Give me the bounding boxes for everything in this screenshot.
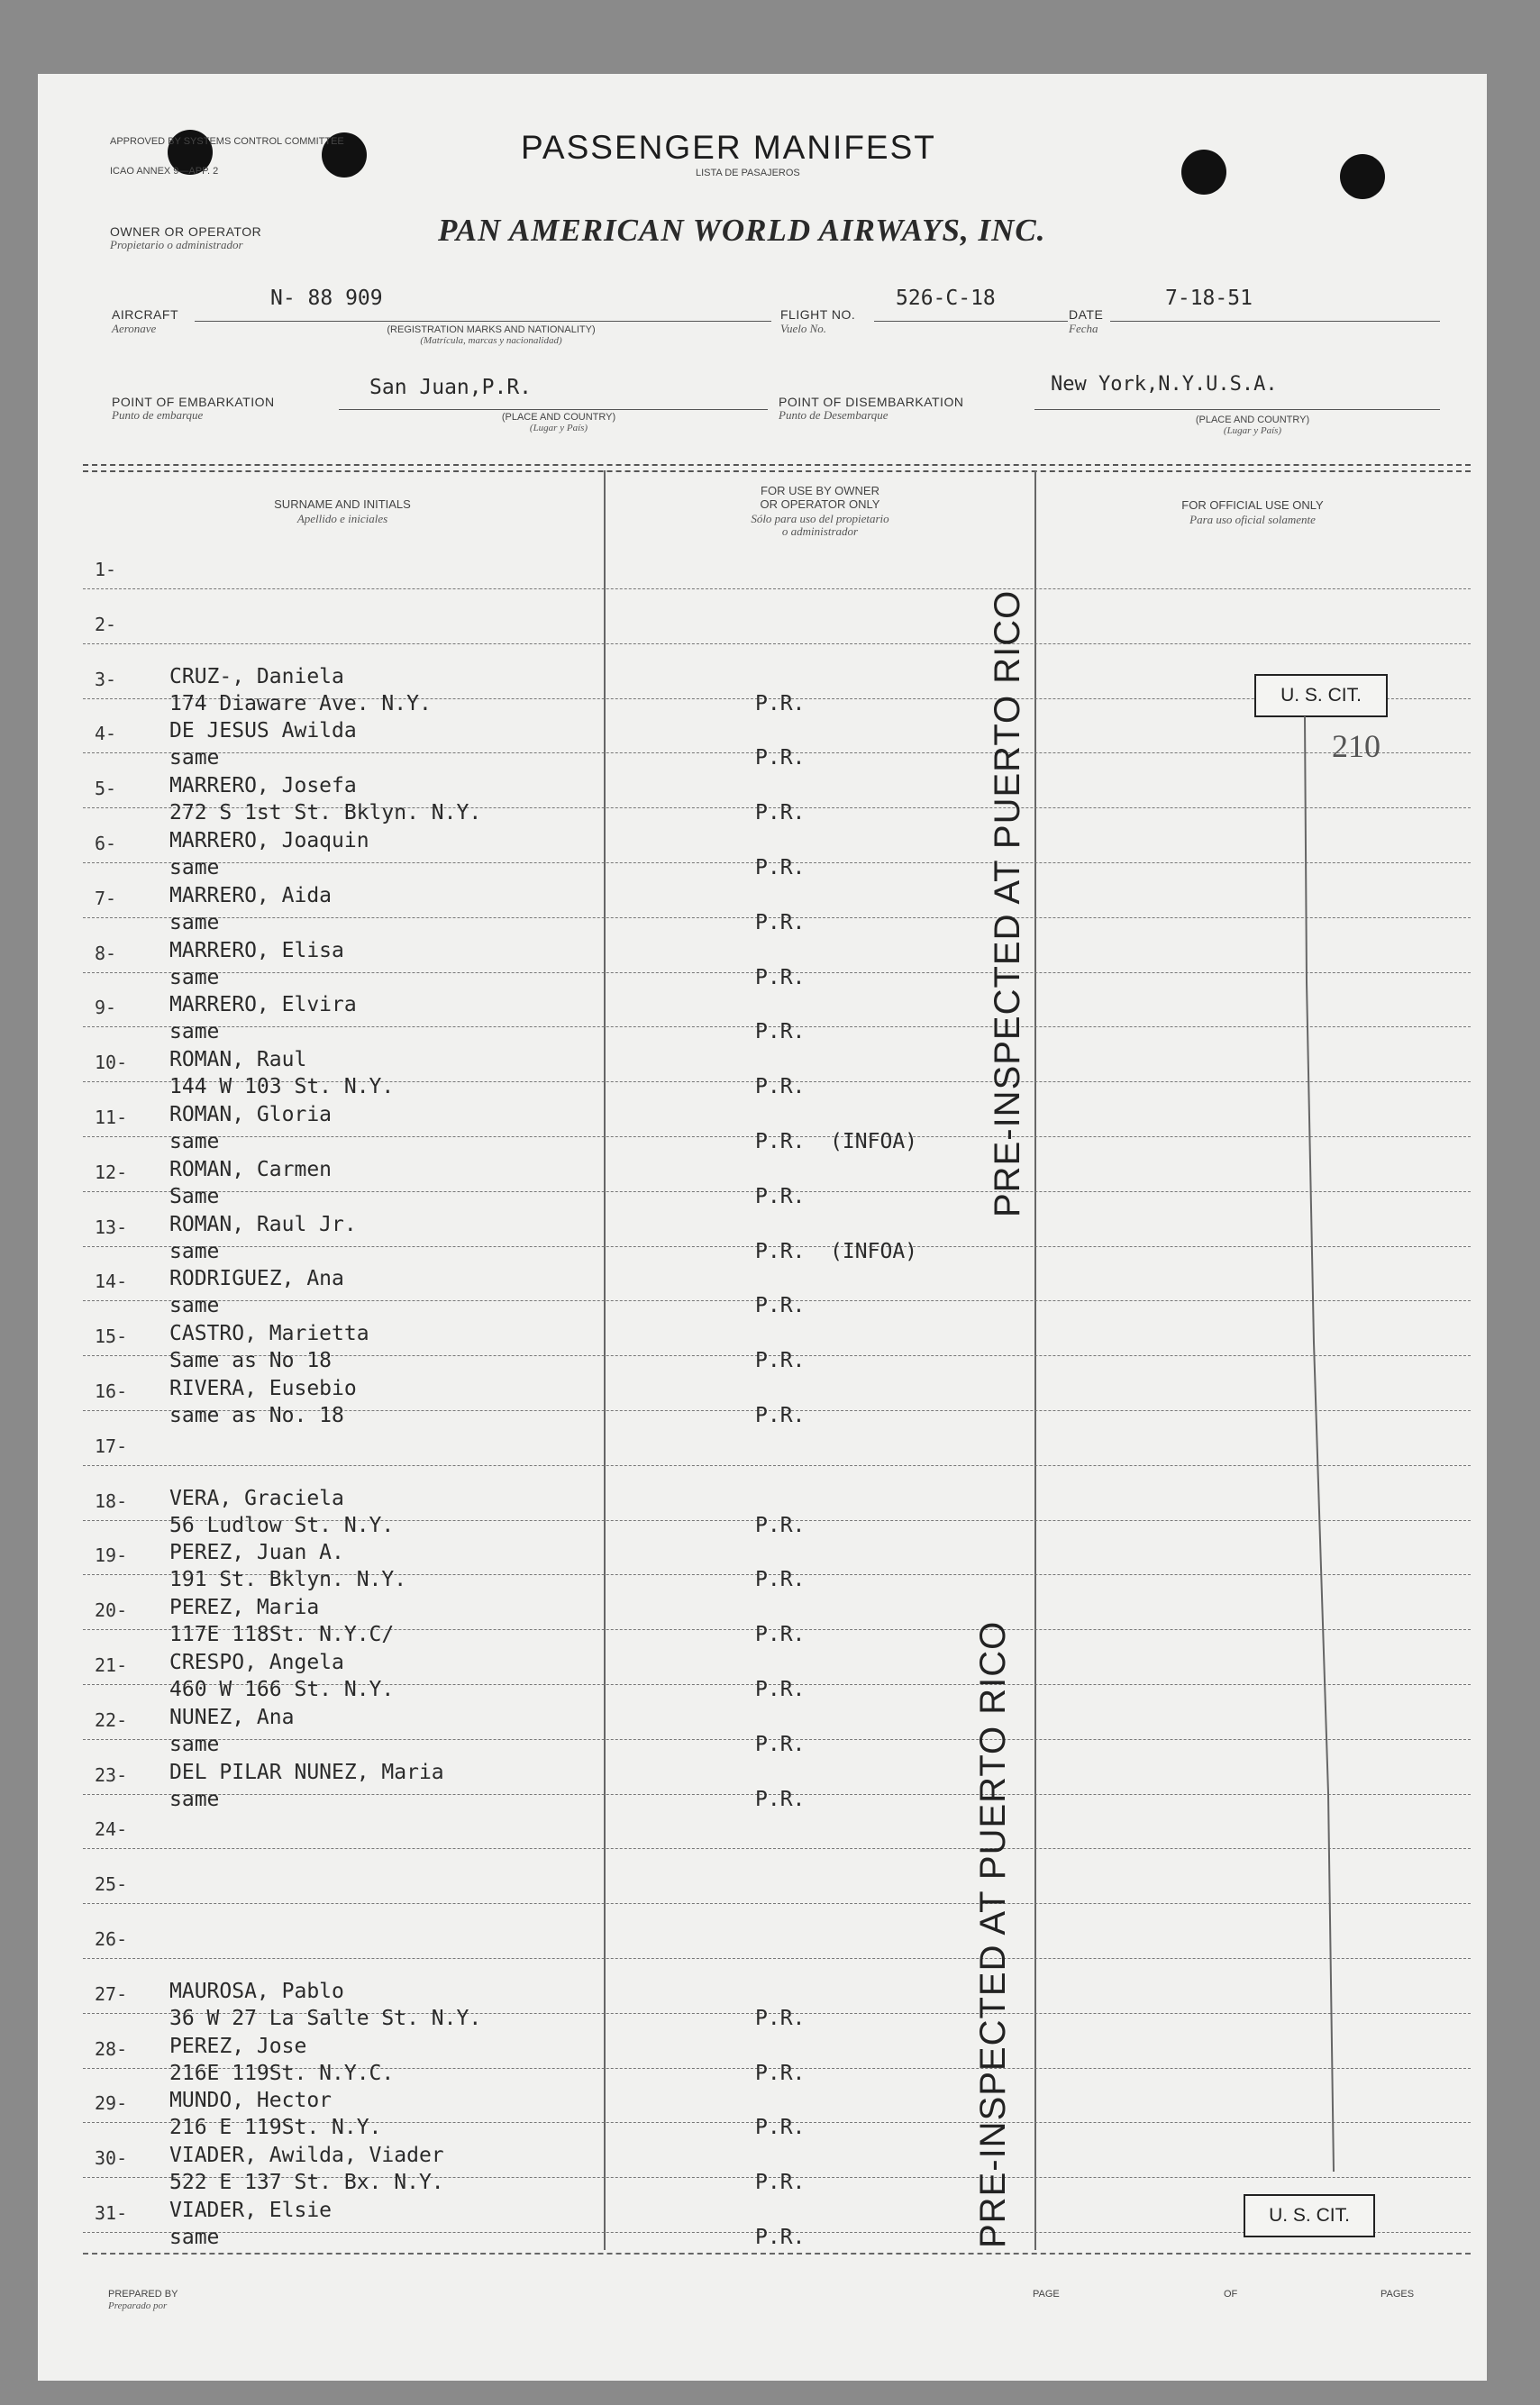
passenger-address: same (169, 1732, 220, 1756)
passenger-name: MARRERO, Josefa (169, 774, 357, 798)
operator-code: P.R. (755, 1020, 806, 1044)
row-number: 20- (95, 1599, 128, 1622)
row-number: 9- (95, 997, 117, 1019)
passenger-name: MAUROSA, Pablo (169, 1979, 344, 2003)
column-divider (1034, 470, 1036, 2250)
row-number: 15- (95, 1325, 128, 1348)
col-official-header: FOR OFFICIAL USE ONLY (1181, 498, 1324, 512)
passenger-name: ROMAN, Raul Jr. (169, 1212, 357, 1236)
row-number: 2- (95, 613, 117, 635)
row-number: 1- (95, 559, 117, 580)
passenger-address: 56 Ludlow St. N.Y. (169, 1513, 395, 1537)
operator-code: P.R. (755, 1732, 806, 1756)
passenger-name: MUNDO, Hector (169, 2089, 333, 2113)
passenger-address: 216 E 119St. N.Y. (169, 2116, 382, 2140)
approval-line-2: ICAO ANNEX 9—APP. 2 (110, 166, 219, 177)
passenger-address: 216E 119St. N.Y.C. (169, 2061, 395, 2085)
operator-code: P.R. (755, 910, 806, 934)
handwritten-count: 210 (1332, 728, 1381, 764)
pages-label: PAGES (1381, 2289, 1415, 2300)
row-number: 7- (95, 887, 117, 909)
operator-code: P.R. (755, 2171, 806, 2195)
passenger-name: DEL PILAR NUNEZ, Maria (169, 1760, 444, 1784)
col-surname-header: SURNAME AND INITIALS (274, 497, 411, 511)
passenger-address: same (169, 910, 220, 934)
flight-label-es: Vuelo No. (780, 322, 827, 335)
passenger-name: NUNEZ, Ana (169, 1705, 295, 1729)
operator-code: P.R. (755, 801, 806, 825)
row-number: 29- (95, 2092, 128, 2115)
passenger-name: RODRIGUEZ, Ana (169, 1267, 344, 1291)
passenger-name: MARRERO, Joaquin (169, 829, 369, 852)
passenger-address: 191 St. Bklyn. N.Y. (169, 1568, 407, 1592)
operator-code: P.R. (755, 2061, 806, 2085)
passenger-name: PEREZ, Maria (169, 1596, 320, 1620)
approval-line-1: APPROVED BY SYSTEMS CONTROL COMMITTEE (110, 136, 344, 147)
operator-code: P.R. (755, 1404, 806, 1427)
punch-hole (1340, 154, 1385, 199)
date-label: DATE (1069, 307, 1104, 322)
flight-label: FLIGHT NO. (780, 307, 856, 322)
operator-code: P.R. (INFOA) (755, 1239, 918, 1263)
passenger-name: RIVERA, Eusebio (169, 1377, 357, 1400)
operator-code: P.R. (755, 1184, 806, 1208)
disembark-sublabel: (PLACE AND COUNTRY) (1195, 414, 1310, 425)
passenger-name: MARRERO, Aida (169, 883, 333, 907)
row-number: 22- (95, 1708, 128, 1731)
passenger-name: CRESPO, Angela (169, 1651, 344, 1674)
bracket-line (1298, 712, 1361, 2190)
row-number: 17- (95, 1435, 128, 1457)
row-number: 3- (95, 668, 117, 690)
embark-sublabel-es: (Lugar y País) (529, 423, 588, 433)
row-separator (83, 1848, 1471, 1849)
row-separator (83, 1958, 1471, 1959)
row-separator (83, 1903, 1471, 1904)
operator-name: PAN AMERICAN WORLD AIRWAYS, INC. (438, 213, 1046, 248)
owner-label: OWNER OR OPERATOR (110, 224, 262, 239)
disembark-sublabel-es: (Lugar y País) (1223, 425, 1282, 436)
prepared-by-label: PREPARED BY (108, 2289, 178, 2300)
passenger-name: VIADER, Elsie (169, 2199, 333, 2222)
page-subtitle: LISTA DE PASAJEROS (696, 168, 800, 178)
us-cit-stamp-top: U. S. CIT. (1254, 674, 1388, 717)
passenger-name: ROMAN, Carmen (169, 1157, 333, 1181)
preinspected-stamp-lower: PRE-INSPECTED AT PUERTO RICO (973, 1620, 1013, 2248)
row-number: 11- (95, 1107, 128, 1128)
row-number: 18- (95, 1489, 128, 1512)
flight-number: 526-C-18 (896, 287, 996, 310)
passenger-name: CASTRO, Marietta (169, 1322, 369, 1346)
operator-code: P.R. (755, 1623, 806, 1647)
passenger-name: VIADER, Awilda, Viader (169, 2144, 444, 2168)
row-number: 23- (95, 1763, 128, 1786)
row-separator (83, 588, 1471, 589)
embark-label-es: Punto de embarque (112, 408, 204, 422)
passenger-name: ROMAN, Gloria (169, 1103, 333, 1126)
col-official-header-es: Para uso oficial solamente (1189, 513, 1316, 526)
col-operator-header-1: FOR USE BY OWNER (761, 484, 879, 497)
operator-code: P.R. (755, 2006, 806, 2030)
operator-code: P.R. (755, 856, 806, 879)
operator-code: P.R. (755, 1787, 806, 1811)
passenger-name: VERA, Graciela (169, 1486, 344, 1510)
page-title: PASSENGER MANIFEST (521, 129, 936, 166)
passenger-name: PEREZ, Juan A. (169, 1541, 344, 1565)
passenger-address: same (169, 1239, 220, 1263)
row-number: 14- (95, 1271, 128, 1293)
aircraft-sublabel-es: (Matrícula, marcas y nacionalidad) (420, 335, 562, 346)
passenger-address: Same as No 18 (169, 1349, 333, 1373)
aircraft-label: AIRCRAFT (112, 307, 178, 322)
row-number: 24- (95, 1818, 128, 1841)
punch-hole (1181, 150, 1226, 195)
disembark-place: New York,N.Y.U.S.A. (1051, 373, 1278, 396)
passenger-name: DE JESUS Awilda (169, 719, 357, 743)
col-surname-header-es: Apellido e iniciales (296, 512, 388, 525)
row-number: 16- (95, 1380, 128, 1402)
passenger-name: CRUZ-, Daniela (169, 664, 344, 688)
page-label: PAGE (1033, 2289, 1060, 2300)
passenger-address: Same (169, 1184, 220, 1208)
col-operator-header-es1: Sólo para uso del propietario (751, 512, 889, 525)
row-number: 19- (95, 1544, 128, 1567)
operator-code: P.R. (755, 691, 806, 715)
row-number: 26- (95, 1928, 128, 1950)
row-number: 25- (95, 1873, 128, 1896)
row-number: 4- (95, 723, 117, 745)
passenger-address: same (169, 746, 220, 770)
column-divider (604, 470, 606, 2250)
row-number: 13- (95, 1216, 128, 1238)
operator-code: P.R. (INFOA) (755, 1130, 918, 1153)
row-number: 12- (95, 1161, 128, 1183)
owner-label-es: Propietario o administrador (110, 238, 243, 251)
passenger-address: 36 W 27 La Salle St. N.Y. (169, 2006, 482, 2030)
aircraft-registration: N- 88 909 (270, 287, 383, 310)
row-number: 27- (95, 1982, 128, 2005)
disembark-label-es: Punto de Desembarque (779, 408, 888, 422)
preinspected-stamp-upper: PRE-INSPECTED AT PUERTO RICO (988, 589, 1027, 1217)
passenger-name: MARRERO, Elvira (169, 993, 357, 1017)
passenger-address: same (169, 2226, 220, 2249)
passenger-address: 117E 118St. N.Y.C/ (169, 1623, 395, 1647)
operator-code: P.R. (755, 965, 806, 989)
col-operator-header-es2: o administrador (781, 524, 859, 538)
passenger-address: same (169, 856, 220, 879)
row-number: 6- (95, 833, 117, 854)
row-number: 21- (95, 1654, 128, 1676)
aircraft-label-es: Aeronave (112, 322, 157, 335)
embark-place: San Juan,P.R. (369, 376, 533, 399)
passenger-address: same (169, 1130, 220, 1153)
operator-code: P.R. (755, 2116, 806, 2140)
passenger-address: same (169, 1294, 220, 1318)
operator-code: P.R. (755, 1678, 806, 1701)
passenger-address: same (169, 1020, 220, 1044)
passenger-address: 144 W 103 St. N.Y. (169, 1075, 395, 1099)
passenger-address: same as No. 18 (169, 1404, 344, 1427)
disembark-label: POINT OF DISEMBARKATION (779, 395, 964, 409)
operator-code: P.R. (755, 1568, 806, 1592)
col-operator-header-2: OR OPERATOR ONLY (760, 497, 880, 511)
row-number: 5- (95, 778, 117, 800)
passenger-address: 522 E 137 St. Bx. N.Y. (169, 2171, 444, 2195)
of-label: OF (1224, 2289, 1238, 2300)
passenger-name: ROMAN, Raul (169, 1048, 307, 1072)
passenger-address: same (169, 1787, 220, 1811)
passenger-address: 272 S 1st St. Bklyn. N.Y. (169, 801, 482, 825)
operator-code: P.R. (755, 746, 806, 770)
date-label-es: Fecha (1069, 322, 1098, 335)
passenger-name: PEREZ, Jose (169, 2034, 307, 2058)
embark-sublabel: (PLACE AND COUNTRY) (501, 412, 616, 423)
operator-code: P.R. (755, 1513, 806, 1537)
passenger-address: 174 Diaware Ave. N.Y. (169, 691, 432, 715)
operator-code: P.R. (755, 1075, 806, 1099)
aircraft-sublabel: (REGISTRATION MARKS AND NATIONALITY) (387, 324, 596, 335)
row-number: 30- (95, 2147, 128, 2170)
passenger-name: MARRERO, Elisa (169, 938, 344, 962)
row-separator (83, 1465, 1471, 1466)
operator-code: P.R. (755, 1294, 806, 1318)
operator-code: P.R. (755, 1349, 806, 1373)
row-separator (83, 643, 1471, 644)
passenger-address: 460 W 166 St. N.Y. (169, 1678, 395, 1701)
embark-label: POINT OF EMBARKATION (112, 395, 275, 409)
row-number: 28- (95, 2037, 128, 2060)
row-number: 31- (95, 2202, 128, 2224)
row-number: 10- (95, 1052, 128, 1074)
prepared-by-label-es: Preparado por (108, 2300, 168, 2311)
us-cit-stamp-bottom: U. S. CIT. (1244, 2194, 1375, 2237)
operator-code: P.R. (755, 2226, 806, 2249)
passenger-address: same (169, 965, 220, 989)
row-number: 8- (95, 942, 117, 964)
flight-date: 7-18-51 (1165, 287, 1253, 310)
